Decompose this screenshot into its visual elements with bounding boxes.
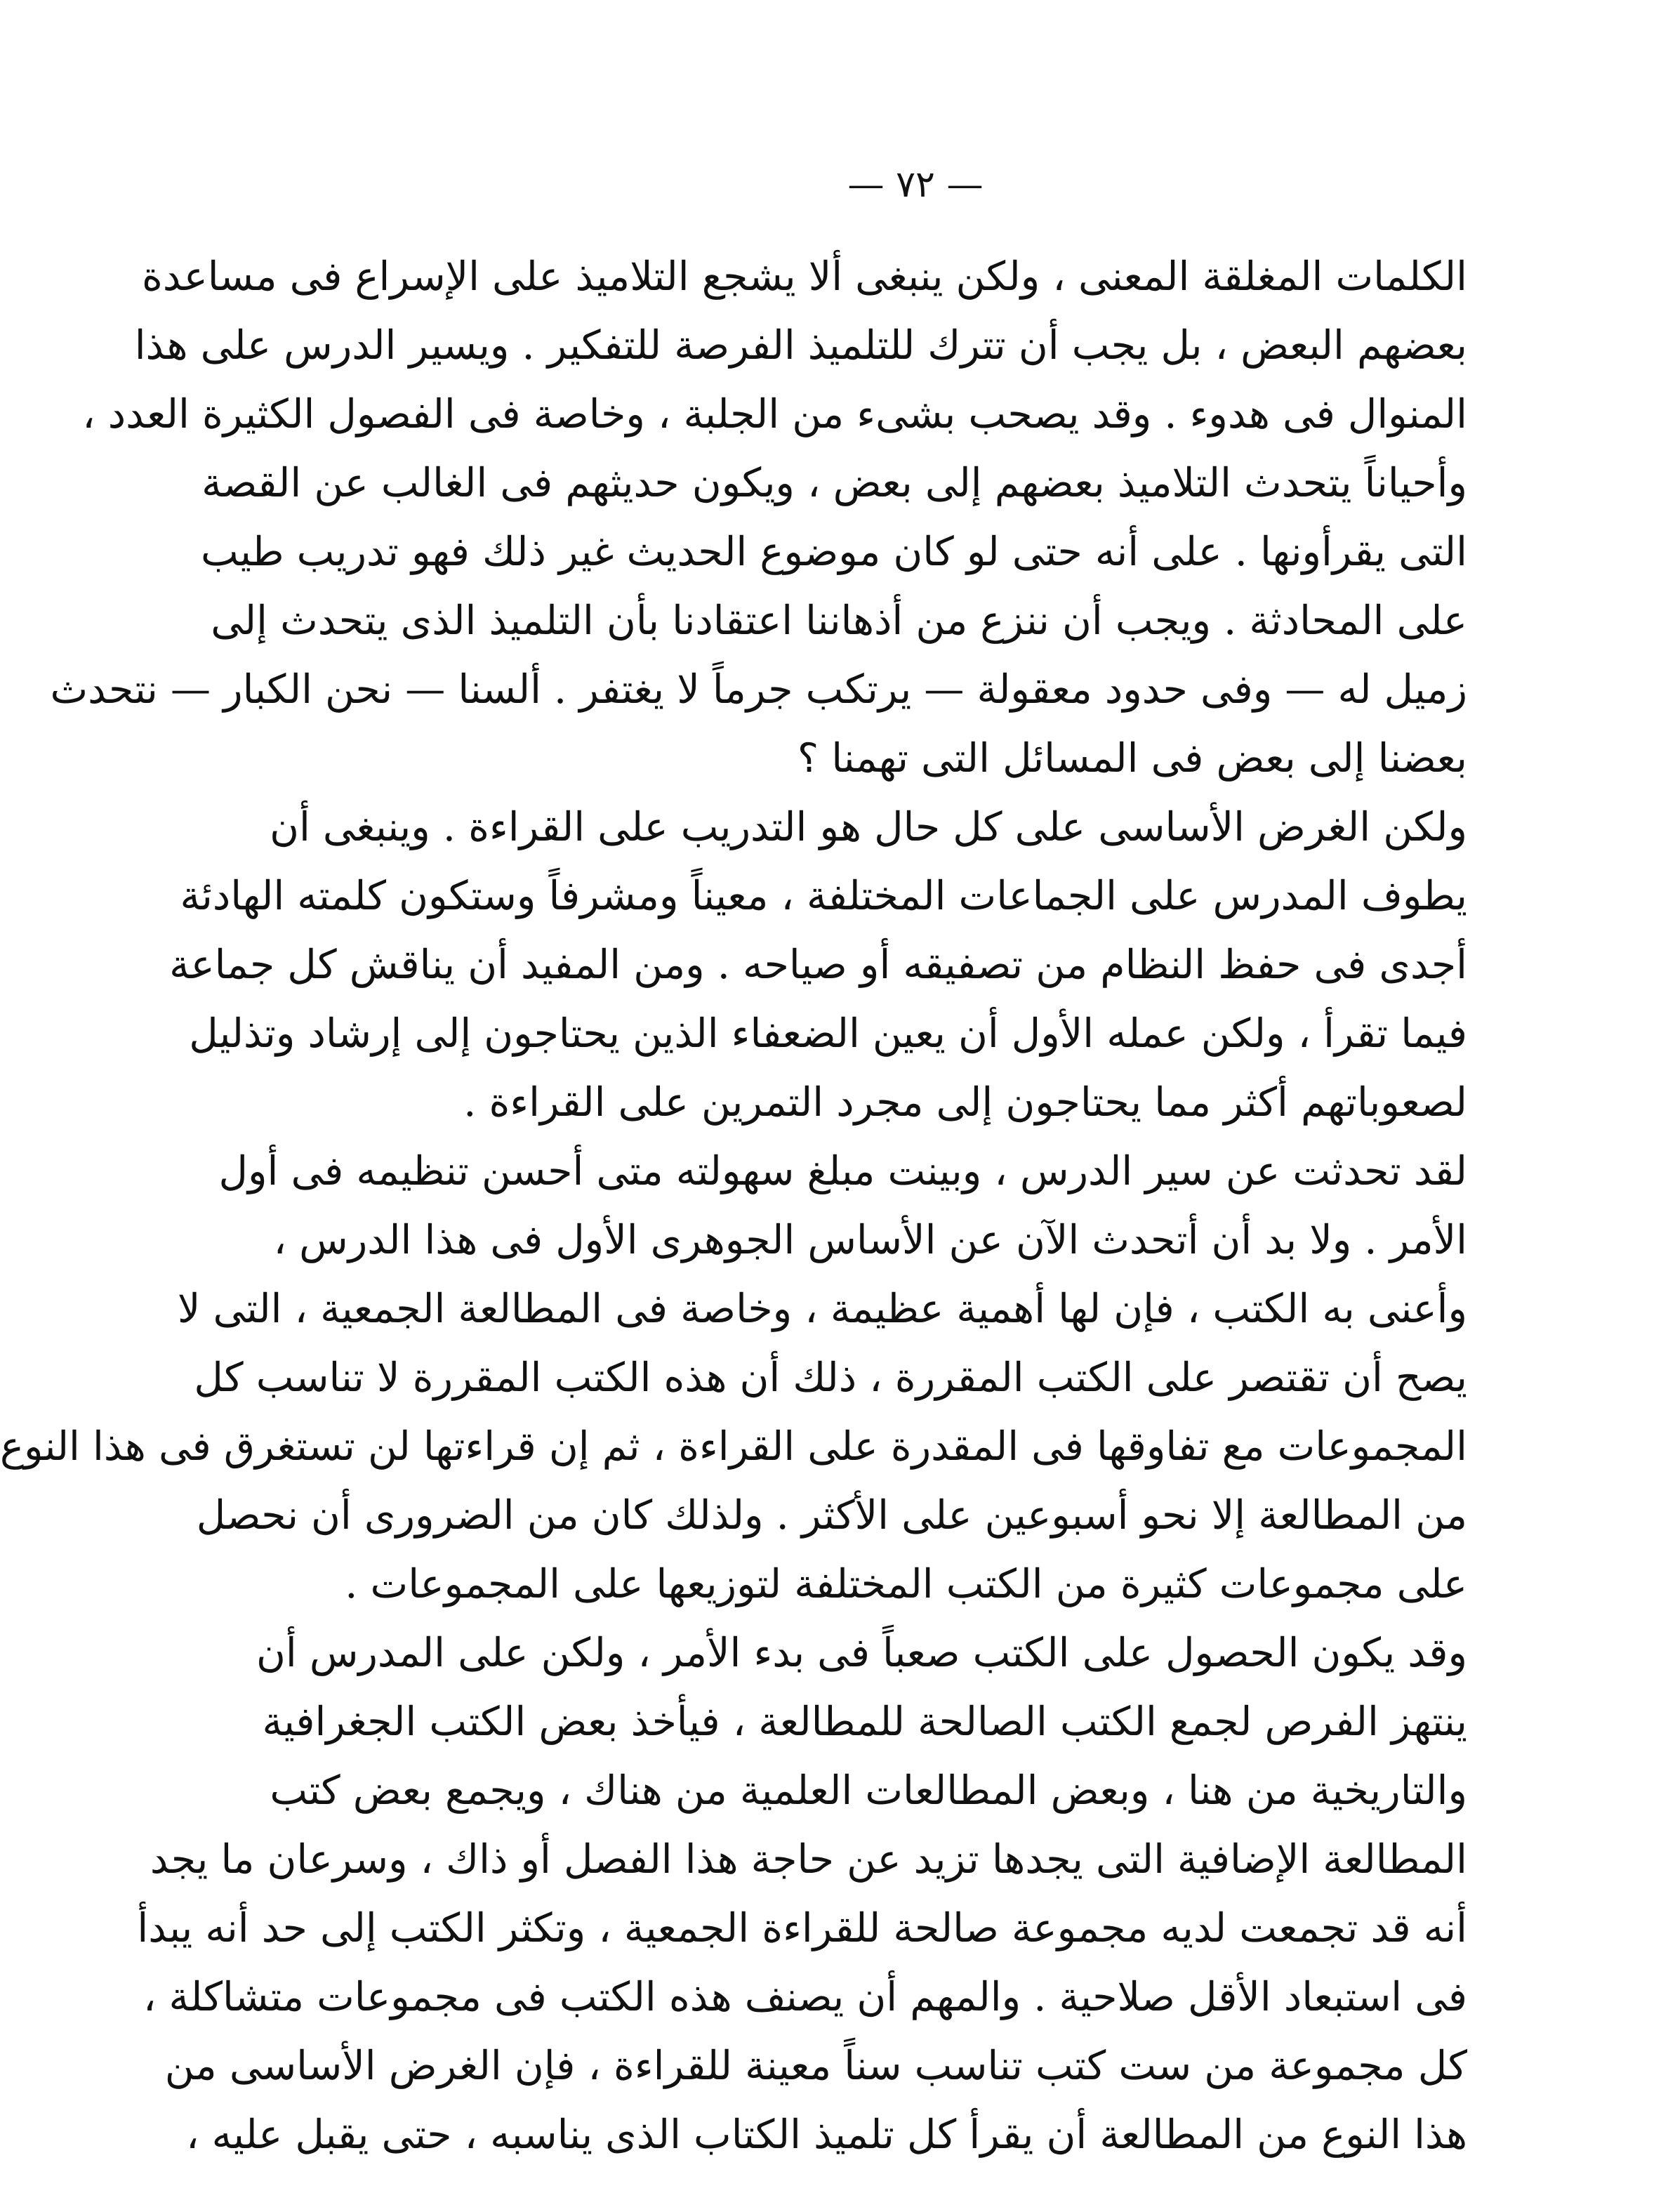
text-line: فى استبعاد الأقل صلاحية . والمهم أن يصنف هذه الكتب فى مجموعات متشاكلة ، — [143, 1974, 1467, 2020]
text-line: لقد تحدثت عن سير الدرس ، وبينت مبلغ سهولته متى أحسن تنظيمه فى أول — [218, 1148, 1467, 1194]
text-line: التى يقرأونها . على أنه حتى لو كان موضوع الحديث غير ذلك فهو تدريب طيب — [201, 529, 1467, 575]
text-line: زميل له — وفى حدود معقولة — يرتكب جرماً لا يغتفر . ألسنا — نحن الكبار — نتحدث — [50, 666, 1467, 713]
text-line: أنه قد تجمعت لديه مجموعة صالحة للقراءة الجمعية ، وتكثر الكتب إلى حد أنه يبدأ — [137, 1905, 1467, 1951]
text-line: ينتهز الفرص لجمع الكتب الصالحة للمطالعة ، فيأخذ بعض الكتب الجغرافية — [262, 1699, 1467, 1745]
paragraph-last-line: على مجموعات كثيرة من الكتب المختلفة لتوزيعها على المجموعات . — [345, 1561, 1467, 1607]
text-line: وأعنى به الكتب ، فإن لها أهمية عظيمة ، وخاصة فى المطالعة الجمعية ، التى لا — [177, 1286, 1467, 1332]
text-line: هذا النوع من المطالعة أن يقرأ كل تلميذ الكتاب الذى يناسبه ، حتى يقبل عليه ، — [186, 2112, 1467, 2158]
text-line: على المحادثة . ويجب أن ننزع من أذهاننا اعتقادنا بأن التلميذ الذى يتحدث إلى — [211, 598, 1467, 644]
paragraph-last-line: لصعوباتهم أكثر مما يحتاجون إلى مجرد التمرين على القراءة . — [463, 1079, 1467, 1126]
text-line: وأحياناً يتحدث التلاميذ بعضهم إلى بعض ، ويكون حديثهم فى الغالب عن القصة — [201, 460, 1467, 506]
text-line: أجدى فى حفظ النظام من تصفيقه أو صياحه . ومن المفيد أن يناقش كل جماعة — [169, 942, 1467, 988]
text-line: المنوال فى هدوء . وقد يصحب بشىء من الجلبة ، وخاصة فى الفصول الكثيرة العدد ، — [82, 391, 1467, 437]
page-number: — ٧٢ — — [847, 164, 984, 206]
text-line: الأمر . ولا بد أن أتحدث الآن عن الأساس الجوهرى الأول فى هذا الدرس ، — [273, 1217, 1467, 1263]
text-line: بعضهم البعض ، بل يجب أن تترك للتلميذ الفرصة للتفكير . ويسير الدرس على هذا — [134, 322, 1467, 369]
text-line: كل مجموعة من ست كتب تناسب سناً معينة للقراءة ، فإن الغرض الأساسى من — [164, 2043, 1467, 2089]
text-line: والتاريخية من هنا ، وبعض المطالعات العلمية من هناك ، ويجمع بعض كتب — [270, 1767, 1467, 1814]
text-line: يصح أن تقتصر على الكتب المقررة ، ذلك أن هذه الكتب المقررة لا تناسب كل — [194, 1355, 1467, 1401]
text-line: يطوف المدرس على الجماعات المختلفة ، معيناً ومشرفاً وستكون كلمته الهادئة — [180, 873, 1467, 919]
text-line: من المطالعة إلا نحو أسبوعين على الأكثر . ولذلك كان من الضرورى أن نحصل — [196, 1492, 1467, 1539]
text-line: فيما تقرأ ، ولكن عمله الأول أن يعين الضعفاء الذين يحتاجون إلى إرشاد وتذليل — [189, 1010, 1467, 1057]
text-line: وقد يكون الحصول على الكتب صعباً فى بدء الأمر ، ولكن على المدرس أن — [256, 1630, 1467, 1676]
page-body-text — [0, 242, 1467, 2169]
paragraph-last-line: بعضنا إلى بعض فى المسائل التى تهمنا ؟ — [797, 735, 1467, 782]
text-line: المطالعة الإضافية التى يجدها تزيد عن حاجة هذا الفصل أو ذاك ، وسرعان ما يجد — [150, 1836, 1467, 1883]
text-line: ولكن الغرض الأساسى على كل حال هو التدريب على القراءة . وينبغى أن — [270, 804, 1467, 850]
text-line: المجموعات مع تفاوقها فى المقدرة على القراءة ، ثم إن قراءتها لن تستغرق فى هذا النوع — [0, 1423, 1467, 1470]
text-line: الكلمات المغلقة المعنى ، ولكن ينبغى ألا يشجع التلاميذ على الإسراع فى مساعدة — [141, 254, 1467, 300]
